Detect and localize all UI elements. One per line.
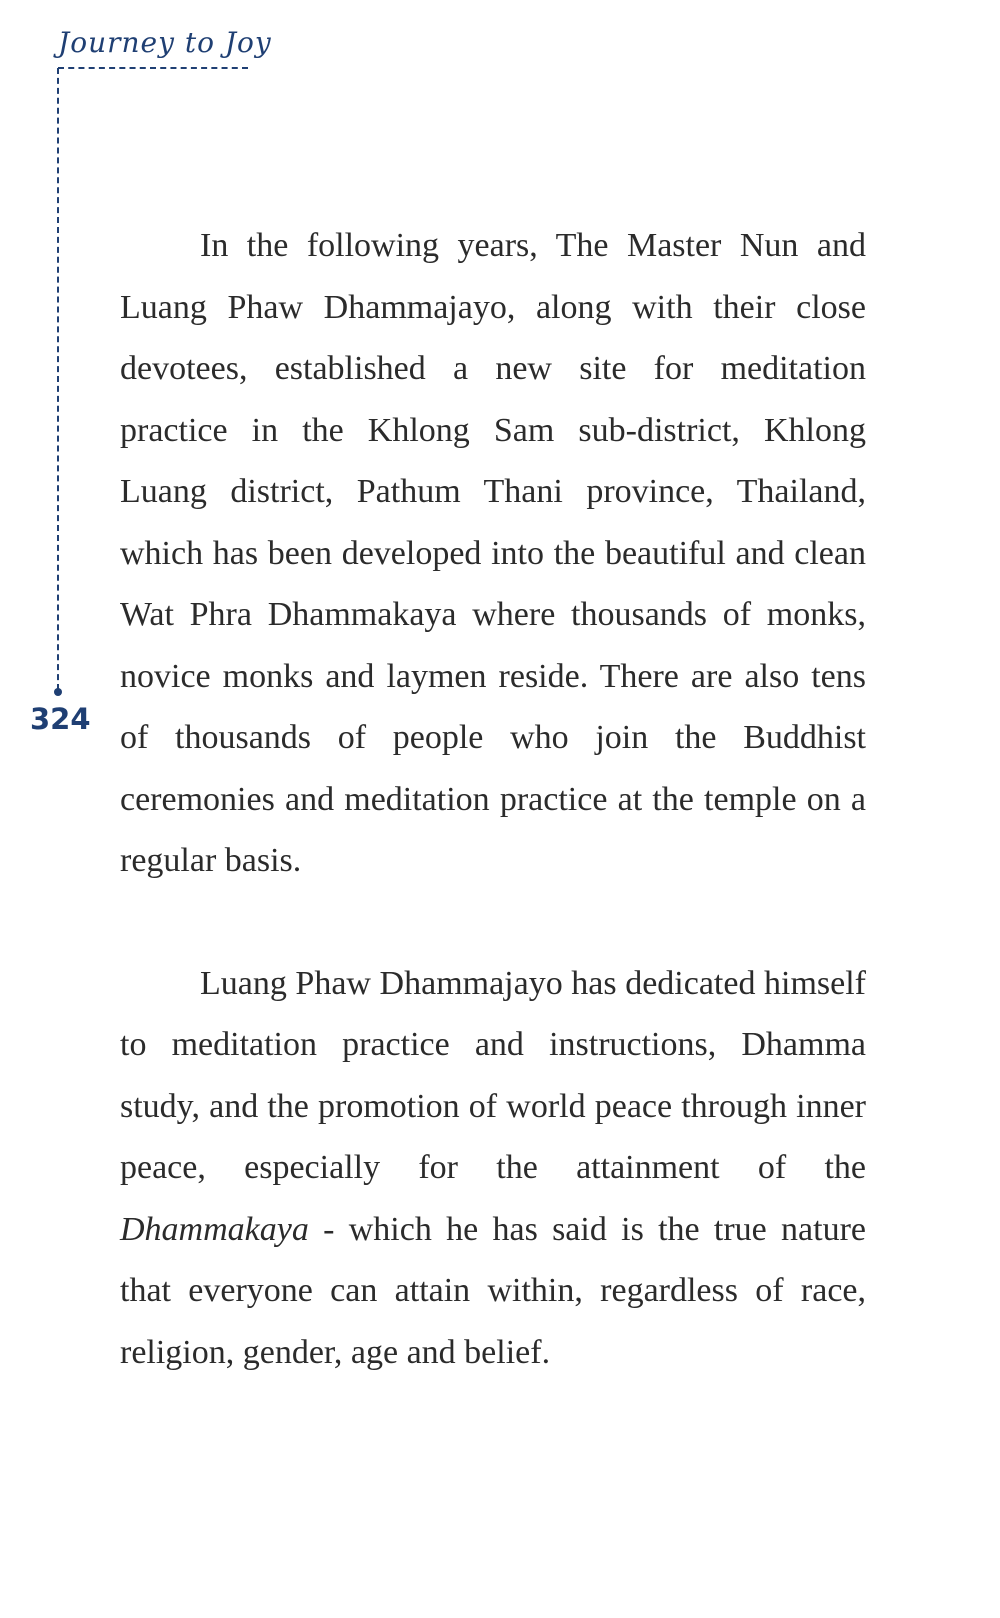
margin-dashed-line (57, 68, 59, 690)
paragraph-2-after: - which he has said is the true nature that everyone can attain within, regardless of race, religion, gender, age and belief. (120, 1210, 866, 1371)
page-body (120, 215, 866, 1383)
margin-line-dot (54, 688, 62, 696)
page-number: 324 (30, 702, 91, 736)
paragraph-2-before: Luang Phaw Dhammajayo has dedicated himself to meditation practice and instructions, Dhamma study, and the promotion of world peace through inner peace, especially for the attainment of the (120, 964, 866, 1186)
paragraph-1: In the following years, The Master Nun and Luang Phaw Dhammajayo, along with their close devotees, established a new site for meditation practice in the Khlong Sam sub-district, Khlong Luang district, Pathum Thani province, Thailand, which has been developed into the beautiful and clean Wat Phra Dhammakaya where thousands of monks, novice monks and laymen reside. There are also tens of thousands of people who join the Buddhist ceremonies and meditation practice at the temple on a regular basis. (120, 227, 866, 879)
book-title-header: Journey to Joy (58, 26, 272, 59)
paragraph-2 (120, 953, 866, 1384)
dhammakaya-emphasis: Dhammakaya (120, 1210, 309, 1248)
header-dashed-divider (58, 67, 248, 69)
